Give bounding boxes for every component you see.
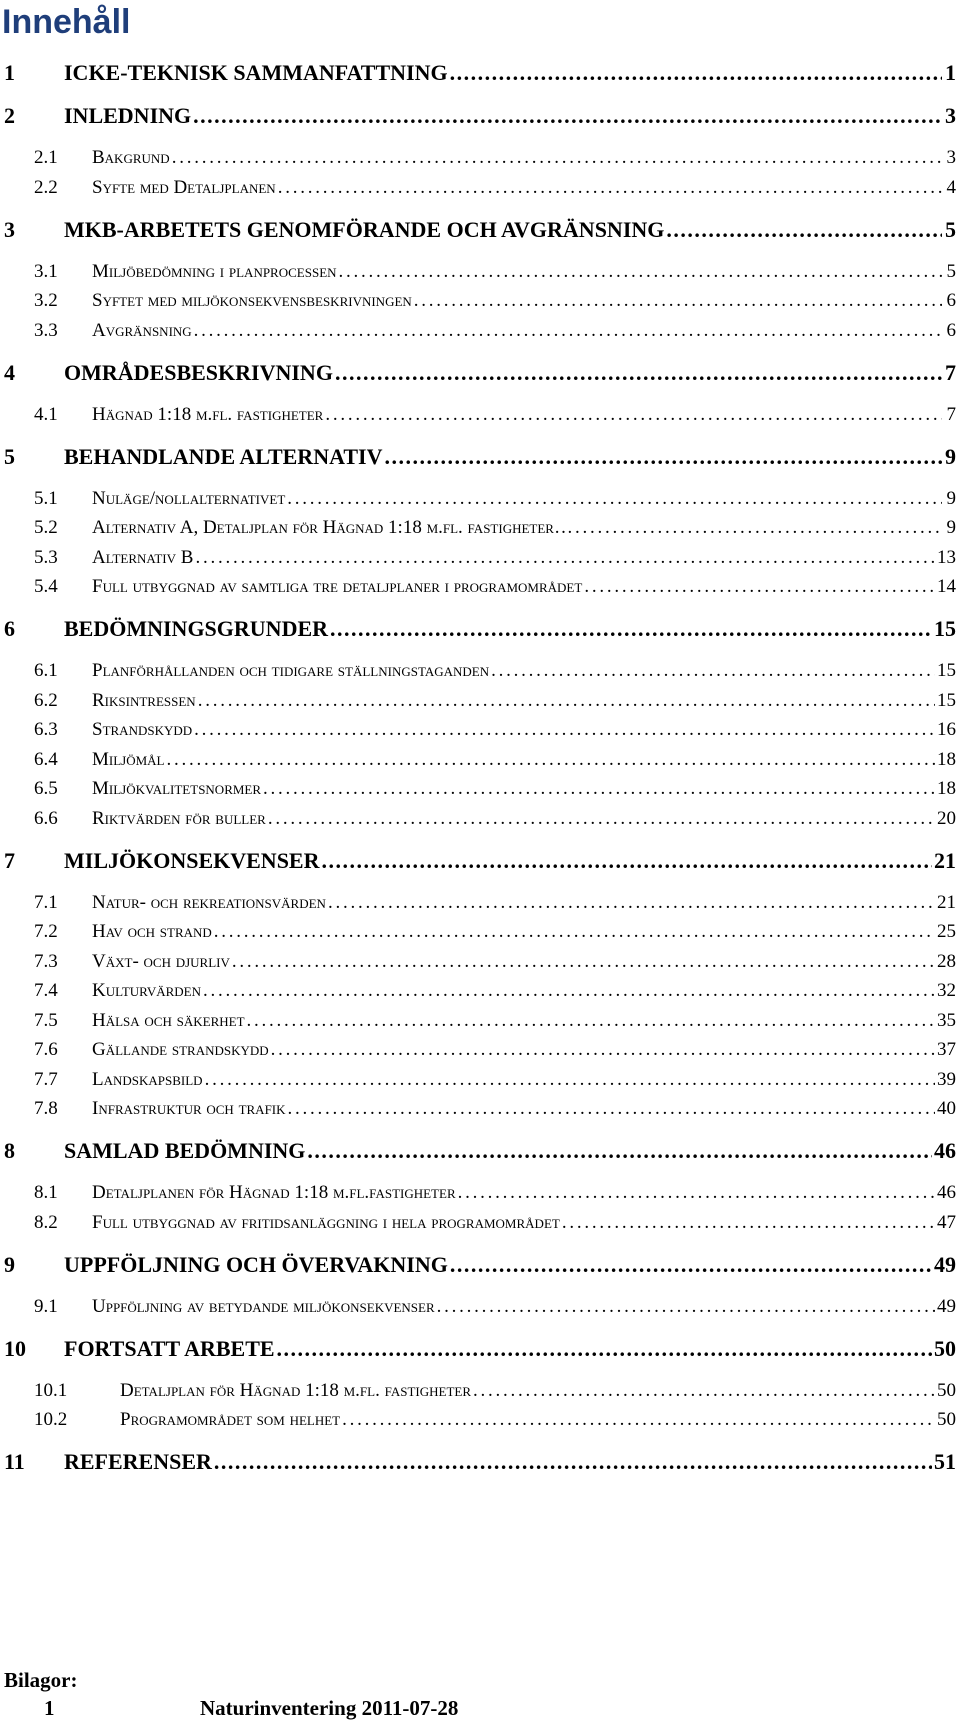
toc-entry-label: Syfte med Detaljplanen — [92, 177, 276, 198]
toc-entry-label: Växt- och djurliv — [92, 951, 230, 972]
toc-dot-leader — [437, 1296, 935, 1318]
toc-entry-label: Alternativ B — [92, 547, 194, 568]
toc-entry-number: 2 — [4, 103, 15, 128]
toc-dot-leader — [325, 404, 942, 426]
toc-entry[interactable] — [0, 290, 956, 318]
toc-entry[interactable] — [0, 103, 956, 133]
toc-entry-page-number: 39 — [937, 1069, 956, 1090]
toc-entry-number: 2.2 — [34, 177, 58, 198]
toc-entry-number: 6.6 — [34, 808, 58, 829]
toc-entry-number: 2.1 — [34, 147, 58, 168]
toc-entry-page-number: 47 — [937, 1212, 956, 1233]
toc-entry-number: 7.2 — [34, 921, 58, 942]
toc-dot-leader — [194, 719, 935, 741]
toc-entry-label: Infrastruktur och trafik — [92, 1098, 286, 1119]
toc-entry-number: 4.1 — [34, 404, 58, 425]
toc-entry-page-number: 9 — [945, 444, 956, 469]
toc-dot-leader — [195, 547, 935, 569]
toc-entry-number: 9.1 — [34, 1296, 58, 1317]
toc-entry-page-number: 49 — [934, 1252, 956, 1277]
toc-entry-page-number: 7 — [945, 360, 956, 385]
toc-dot-leader — [450, 1252, 932, 1278]
toc-entry-page-number: 21 — [937, 892, 956, 913]
toc-entry[interactable] — [0, 1098, 956, 1126]
toc-entry[interactable] — [0, 660, 956, 688]
toc-entry-number: 7.3 — [34, 951, 58, 972]
toc-entry-label: Full utbyggnad av fritidsanläggning i hela programområdet — [92, 1212, 560, 1233]
toc-entry-page-number: 37 — [937, 1039, 956, 1060]
toc-entry-number: 4 — [4, 360, 15, 385]
toc-entry[interactable] — [0, 1296, 956, 1324]
toc-dot-leader — [198, 690, 935, 712]
toc-dot-leader — [584, 576, 935, 598]
toc-entry-page-number: 5 — [946, 261, 956, 282]
toc-entry-number: 3.2 — [34, 290, 58, 311]
toc-entry-page-number: 6 — [946, 320, 956, 341]
toc-entry-page-number: 9 — [946, 517, 956, 538]
toc-dot-leader — [666, 217, 942, 243]
toc-entry[interactable] — [0, 690, 956, 718]
toc-entry-label: REFERENSER — [64, 1449, 212, 1474]
toc-entry-page-number: 32 — [937, 980, 956, 1001]
toc-entry[interactable] — [0, 404, 956, 432]
toc-entry[interactable] — [0, 616, 956, 646]
toc-entry-label: MILJÖKONSEKVENSER — [64, 848, 320, 873]
toc-dot-leader — [473, 1380, 935, 1402]
toc-dot-leader — [167, 749, 936, 771]
toc-entry-page-number: 25 — [937, 921, 956, 942]
toc-entry[interactable] — [0, 1182, 956, 1210]
toc-entry-label: Nuläge/nollalternativet — [92, 488, 286, 509]
toc-entry-page-number: 35 — [937, 1010, 956, 1031]
toc-entry-number: 6.5 — [34, 778, 58, 799]
toc-entry-number: 3.3 — [34, 320, 58, 341]
toc-entry-number: 7.6 — [34, 1039, 58, 1060]
toc-dot-leader — [562, 1212, 935, 1234]
toc-entry-page-number: 46 — [934, 1138, 956, 1163]
toc-entry[interactable] — [0, 1138, 956, 1168]
toc-entry-label: Natur- och rekreationsvärden — [92, 892, 326, 913]
toc-dot-leader — [328, 892, 935, 914]
toc-entry-page-number: 13 — [937, 547, 956, 568]
toc-dot-leader — [342, 1409, 935, 1431]
appendix-item — [0, 1696, 900, 1721]
toc-entry[interactable] — [0, 848, 956, 878]
toc-dot-leader — [277, 1336, 932, 1362]
toc-entry-number: 3 — [4, 217, 15, 242]
toc-entry-number: 7 — [4, 848, 15, 873]
toc-entry-page-number: 51 — [934, 1449, 956, 1474]
toc-entry[interactable] — [0, 576, 956, 604]
toc-dot-leader — [278, 177, 942, 199]
toc-entry[interactable] — [0, 778, 956, 806]
toc-dot-leader — [384, 444, 942, 470]
toc-entry-page-number: 50 — [937, 1409, 956, 1430]
toc-entry-label: Hälsa och säkerhet — [92, 1010, 245, 1031]
toc-entry[interactable] — [0, 808, 956, 836]
toc-entry-page-number: 14 — [937, 576, 956, 597]
toc-entry[interactable] — [0, 951, 956, 979]
toc-entry-page-number: 5 — [945, 217, 956, 242]
toc-entry-page-number: 21 — [934, 848, 956, 873]
toc-entry-label: Riksintressen — [92, 690, 196, 711]
toc-entry[interactable] — [0, 60, 956, 90]
toc-entry-number: 6.1 — [34, 660, 58, 681]
toc-entry[interactable] — [0, 444, 956, 474]
toc-entry-number: 7.7 — [34, 1069, 58, 1090]
toc-entry-page-number: 3 — [945, 103, 956, 128]
toc-entry[interactable] — [0, 921, 956, 949]
toc-entry[interactable] — [0, 719, 956, 747]
toc-entry-label: INLEDNING — [64, 103, 192, 128]
toc-entry-label: BEDÖMNINGSGRUNDER — [64, 616, 329, 641]
toc-entry[interactable] — [0, 892, 956, 920]
toc-dot-leader — [307, 1138, 932, 1164]
toc-entry-label: Gällande strandskydd — [92, 1039, 269, 1060]
toc-entry-page-number: 15 — [937, 660, 956, 681]
toc-dot-leader — [247, 1010, 935, 1032]
toc-entry-page-number: 20 — [937, 808, 956, 829]
toc-entry-label: SAMLAD BEDÖMNING — [64, 1138, 306, 1163]
toc-entry-page-number: 40 — [937, 1098, 956, 1119]
page-title: Innehåll — [2, 3, 131, 41]
toc-entry-label: BEHANDLANDE ALTERNATIV — [64, 444, 383, 469]
toc-entry-page-number: 1 — [945, 60, 956, 85]
toc-entry[interactable] — [0, 1449, 956, 1479]
toc-entry-page-number: 4 — [946, 177, 956, 198]
toc-entry-page-number: 6 — [946, 290, 956, 311]
toc-dot-leader — [287, 488, 942, 510]
toc-entry-page-number: 50 — [937, 1380, 956, 1401]
toc-entry[interactable] — [0, 320, 956, 348]
toc-entry-number: 6.3 — [34, 719, 58, 740]
toc-entry-page-number: 28 — [937, 951, 956, 972]
toc-entry-number: 6 — [4, 616, 15, 641]
toc-entry[interactable] — [0, 547, 956, 575]
toc-entry-label: Strandskydd — [92, 719, 193, 740]
toc-dot-leader — [414, 290, 942, 312]
appendix-item-number: 1 — [44, 1696, 55, 1720]
toc-entry-number: 5 — [4, 444, 15, 469]
toc-entry[interactable] — [0, 1010, 956, 1038]
toc-entry-number: 3.1 — [34, 261, 58, 282]
toc-entry[interactable] — [0, 360, 956, 390]
toc-dot-leader — [322, 848, 933, 874]
toc-entry[interactable] — [0, 980, 956, 1008]
toc-entry-label: Miljökvalitetsnormer — [92, 778, 262, 799]
toc-entry-label: Riktvärden för buller — [92, 808, 266, 829]
toc-entry-number: 8 — [4, 1138, 15, 1163]
toc-dot-leader — [575, 517, 942, 539]
appendix-item-label: Naturinventering 2011-07-28 — [200, 1696, 459, 1720]
toc-dot-leader — [339, 261, 942, 283]
toc-entry-page-number: 15 — [937, 690, 956, 711]
toc-dot-leader — [194, 320, 942, 342]
toc-entry-page-number: 9 — [946, 488, 956, 509]
toc-entry[interactable] — [0, 1409, 956, 1437]
toc-dot-leader — [330, 616, 932, 642]
toc-entry-label: Full utbyggnad av samtliga tre detaljplaner i programområdet — [92, 576, 583, 597]
toc-entry-label: Kulturvärden — [92, 980, 201, 1001]
toc-dot-leader — [263, 778, 935, 800]
toc-entry-page-number: 49 — [937, 1296, 956, 1317]
toc-entry-label: Detaljplan för Hägnad 1:18 m.fl. fastigheter — [120, 1380, 472, 1401]
toc-entry-page-number: 16 — [937, 719, 956, 740]
toc-entry-number: 11 — [4, 1449, 25, 1474]
toc-entry[interactable] — [0, 517, 956, 545]
toc-entry-label: MKB-ARBETETS GENOMFÖRANDE OCH AVGRÄNSNING — [64, 217, 665, 242]
toc-entry-number: 10.2 — [34, 1409, 68, 1430]
toc-entry-label: Bakgrund — [92, 147, 170, 168]
toc-entry-label: Landskapsbild — [92, 1069, 203, 1090]
toc-entry-number: 5.2 — [34, 517, 58, 538]
toc-entry[interactable] — [0, 488, 956, 516]
toc-entry-label: Hägnad 1:18 m.fl. fastigheter — [92, 404, 324, 425]
toc-entry[interactable] — [0, 1039, 956, 1067]
toc-entry-page-number: 7 — [946, 404, 956, 425]
toc-dot-leader — [268, 808, 935, 830]
toc-entry-number: 7.8 — [34, 1098, 58, 1119]
toc-dot-leader — [203, 980, 935, 1002]
toc-dot-leader — [205, 1069, 935, 1091]
toc-entry-label: Hav och strand — [92, 921, 212, 942]
toc-entry-number: 1 — [4, 60, 15, 85]
toc-entry-label: FORTSATT ARBETE — [64, 1336, 275, 1361]
toc-dot-leader — [193, 103, 942, 129]
toc-entry-label: ICKE-TEKNISK SAMMANFATTNING — [64, 60, 448, 85]
toc-entry-page-number: 18 — [937, 749, 956, 770]
toc-entry[interactable] — [0, 217, 956, 247]
toc-dot-leader — [214, 1449, 932, 1475]
toc-entry[interactable] — [0, 1069, 956, 1097]
toc-entry-number: 5.4 — [34, 576, 58, 597]
toc-entry-number: 5.3 — [34, 547, 58, 568]
toc-entry[interactable] — [0, 261, 956, 289]
toc-entry-number: 10.1 — [34, 1380, 68, 1401]
toc-entry-number: 6.4 — [34, 749, 58, 770]
toc-entry-number: 7.5 — [34, 1010, 58, 1031]
toc-entry-number: 8.1 — [34, 1182, 58, 1203]
toc-dot-leader — [458, 1182, 935, 1204]
toc-entry[interactable] — [0, 147, 956, 175]
toc-dot-leader — [172, 147, 942, 169]
toc-entry-number: 7.1 — [34, 892, 58, 913]
toc-entry-number: 8.2 — [34, 1212, 58, 1233]
toc-entry-number: 10 — [4, 1336, 26, 1361]
toc-entry-label: OMRÅDESBESKRIVNING — [64, 360, 333, 385]
toc-dot-leader — [232, 951, 935, 973]
toc-entry[interactable] — [0, 1380, 956, 1408]
toc-entry[interactable] — [0, 177, 956, 205]
toc-entry-number: 9 — [4, 1252, 15, 1277]
toc-entry-label: Detaljplanen för Hägnad 1:18 m.fl.fastigheter — [92, 1182, 456, 1203]
toc-entry-page-number: 3 — [946, 147, 956, 168]
toc-entry-label: UPPFÖLJNING OCH ÖVERVAKNING — [64, 1252, 448, 1277]
toc-entry-label: Uppföljning av betydande miljökonsekvenser — [92, 1296, 435, 1317]
toc-dot-leader — [450, 60, 942, 86]
toc-dot-leader — [491, 660, 935, 682]
toc-entry-number: 7.4 — [34, 980, 58, 1001]
toc-dot-leader — [271, 1039, 935, 1061]
toc-entry-label: Alternativ A, Detaljplan för Hägnad 1:18 m.fl. fastigheter… — [92, 517, 573, 538]
toc-entry-label: Miljömål — [92, 749, 165, 770]
toc-entry-page-number: 15 — [934, 616, 956, 641]
toc-dot-leader — [214, 921, 935, 943]
toc-dot-leader — [335, 360, 942, 386]
toc-entry-number: 6.2 — [34, 690, 58, 711]
toc-entry-label: Programområdet som helhet — [120, 1409, 341, 1430]
toc-dot-leader — [288, 1098, 935, 1120]
appendix-heading: Bilagor: — [4, 1668, 78, 1692]
toc-entry-label: Planförhållanden och tidigare ställningstaganden — [92, 660, 490, 681]
toc-entry-page-number: 18 — [937, 778, 956, 799]
toc-entry-page-number: 50 — [934, 1336, 956, 1361]
toc-entry[interactable] — [0, 1336, 956, 1366]
toc-entry[interactable] — [0, 1212, 956, 1240]
toc-entry[interactable] — [0, 1252, 956, 1282]
toc-entry-label: Miljöbedömning i planprocessen — [92, 261, 337, 282]
toc-entry[interactable] — [0, 749, 956, 777]
toc-entry-page-number: 46 — [937, 1182, 956, 1203]
toc-entry-label: Avgränsning — [92, 320, 192, 341]
toc-entry-label: Syftet med miljökonsekvensbeskrivningen — [92, 290, 412, 311]
toc-entry-number: 5.1 — [34, 488, 58, 509]
